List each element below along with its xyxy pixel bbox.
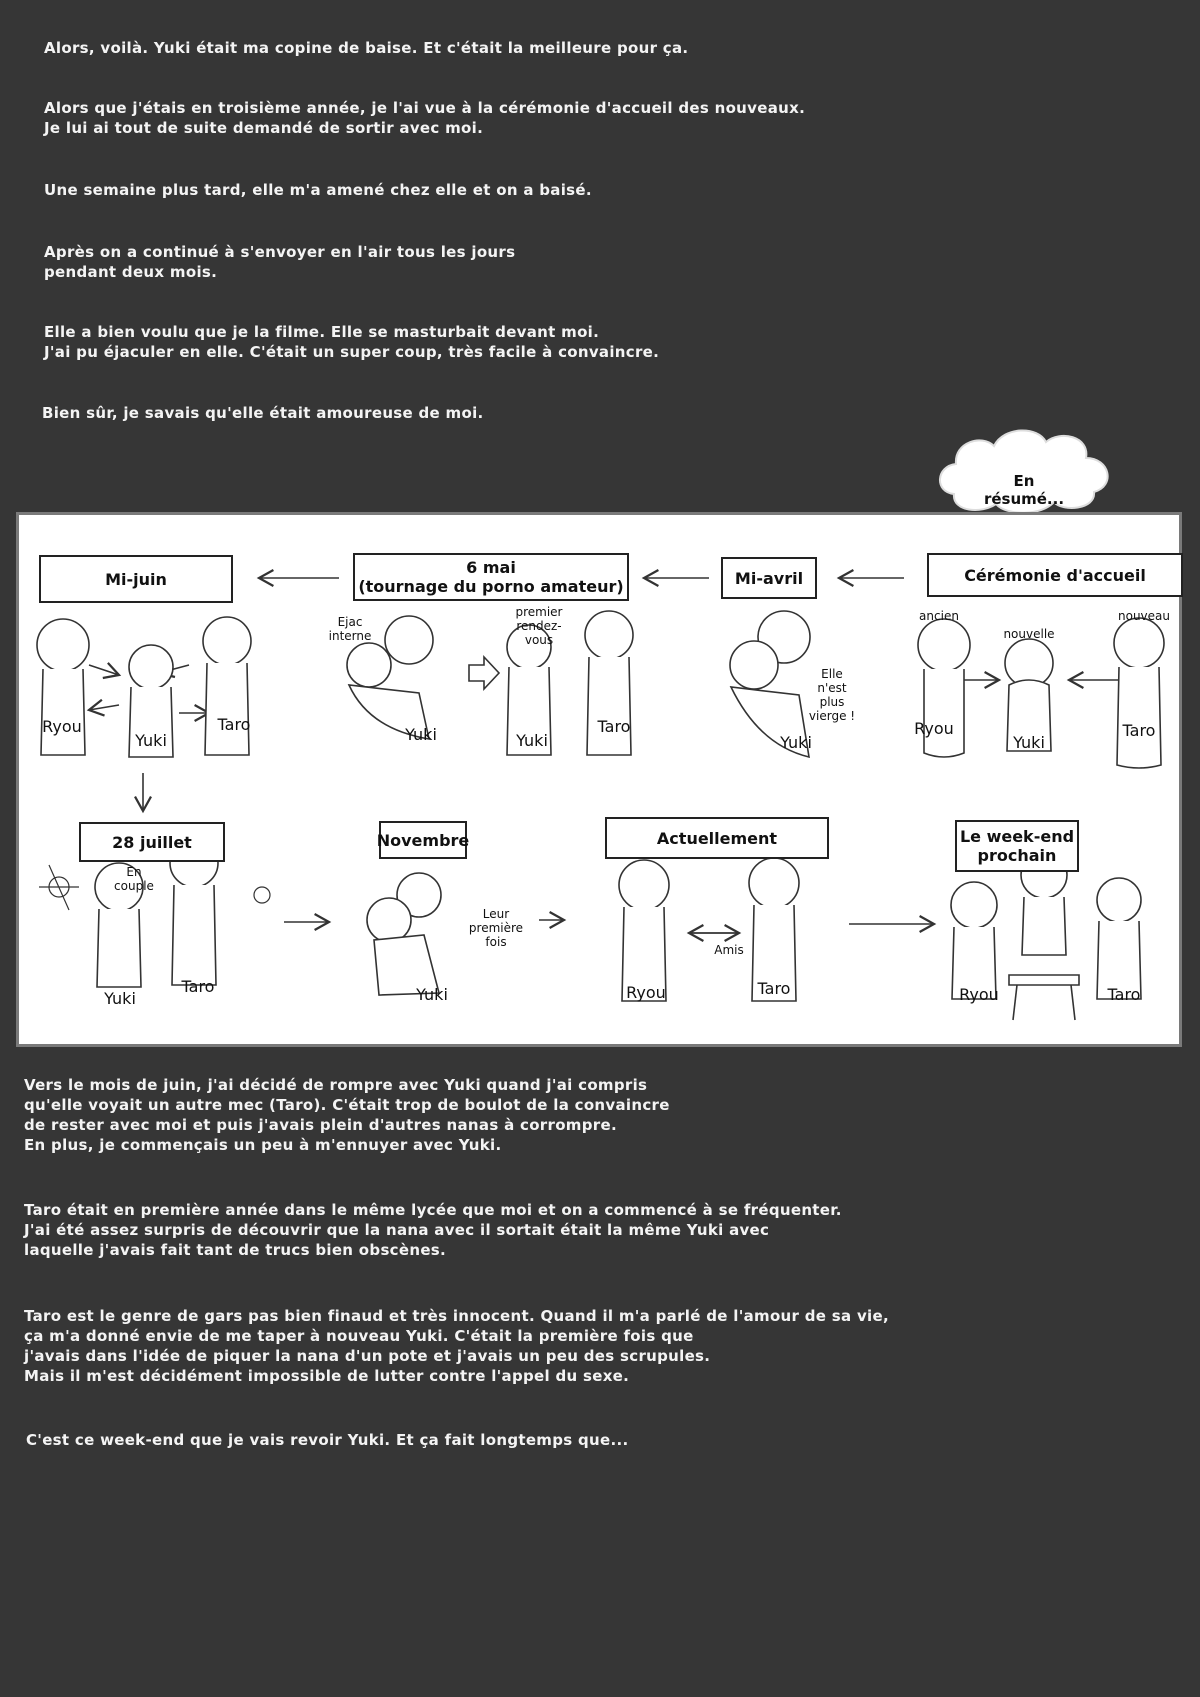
name-ryou: Ryou [626, 983, 666, 1002]
stage-mi-avril: Mi-avril [721, 557, 817, 599]
note-premiere-fois: Leur première fois [468, 907, 524, 949]
note-nouveau: nouveau [1118, 609, 1170, 623]
intro-paragraph-1: Alors, voilà. Yuki était ma copine de baise. Et c'était la meilleure pour ça. [44, 39, 689, 57]
stage-weekend: Le week-end prochain [955, 820, 1079, 872]
name-ryou: Ryou [959, 985, 999, 1004]
note-vierge: Elle n'est plus vierge ! [808, 667, 856, 723]
note-rendez-vous: premier rendez- vous [515, 605, 563, 647]
stage-novembre: Novembre [379, 821, 467, 859]
name-ryou: Ryou [42, 717, 82, 736]
stage-28-juillet: 28 juillet [79, 822, 225, 862]
note-amis: Amis [714, 943, 744, 957]
timeline-panel [16, 512, 1182, 1047]
outro-paragraph-4: C'est ce week-end que je vais revoir Yuki. Et ça fait longtemps que... [26, 1431, 629, 1449]
intro-paragraph-6: Bien sûr, je savais qu'elle était amoureuse de moi. [42, 404, 484, 422]
name-taro: Taro [217, 715, 251, 734]
name-taro: Taro [181, 977, 215, 996]
intro-paragraph-2: Alors que j'étais en troisième année, je l'ai vue à la cérémonie d'accueil des nouveaux. Je lui ai tout de suite demandé de sortir avec moi. [44, 99, 806, 137]
note-nouvelle: nouvelle [1003, 627, 1055, 641]
name-yuki: Yuki [135, 731, 167, 750]
name-yuki: Yuki [516, 731, 548, 750]
outro-paragraph-2: Taro était en première année dans le même lycée que moi et on a commencé à se fréquenter. J'ai été assez surpris de découvrir que la nana avec il sortait était la même Yuki avec laquelle j'avais fait tant de trucs bien obscènes. [24, 1201, 842, 1259]
name-taro: Taro [757, 979, 791, 998]
note-ejac: Ejac interne [328, 615, 372, 643]
name-yuki: Yuki [416, 985, 448, 1004]
name-yuki: Yuki [780, 733, 812, 752]
name-taro: Taro [597, 717, 631, 736]
stage-6-mai: 6 mai (tournage du porno amateur) [353, 553, 629, 601]
intro-paragraph-4: Après on a continué à s'envoyer en l'air tous les jours pendant deux mois. [44, 243, 516, 281]
stage-actuellement: Actuellement [605, 817, 829, 859]
stage-mi-juin: Mi-juin [39, 555, 233, 603]
intro-paragraph-5: Elle a bien voulu que je la filme. Elle se masturbait devant moi. J'ai pu éjaculer en elle. C'était un super coup, très facile à convaincre. [44, 323, 660, 361]
intro-paragraph-3: Une semaine plus tard, elle m'a amené chez elle et on a baisé. [44, 181, 592, 199]
name-yuki: Yuki [405, 725, 437, 744]
name-yuki: Yuki [104, 989, 136, 1008]
name-taro: Taro [1122, 721, 1156, 740]
stage-ceremonie: Cérémonie d'accueil [927, 553, 1183, 597]
note-ancien: ancien [919, 609, 959, 623]
summary-bubble-text: En résumé... [983, 472, 1065, 508]
name-taro: Taro [1107, 985, 1141, 1004]
outro-paragraph-3: Taro est le genre de gars pas bien finaud et très innocent. Quand il m'a parlé de l'amour de sa vie, ça m'a donné envie de me taper à nouveau Yuki. C'était la première fois que j'avais dans l'idée de piquer la nana d'un pote et j'avais un peu des scrupules. Mais il m'est décidément impossible de lutter contre l'appel du sexe. [24, 1307, 889, 1385]
name-ryou: Ryou [914, 719, 954, 738]
name-yuki: Yuki [1013, 733, 1045, 752]
outro-paragraph-1: Vers le mois de juin, j'ai décidé de rompre avec Yuki quand j'ai compris qu'elle voyait un autre mec (Taro). C'était trop de boulot de la convaincre de rester avec moi et puis j'avais plein d'autres nanas à corrompre. En plus, je commençais un peu à m'ennuyer avec Yuki. [24, 1076, 670, 1154]
note-couple: En couple [114, 865, 154, 893]
